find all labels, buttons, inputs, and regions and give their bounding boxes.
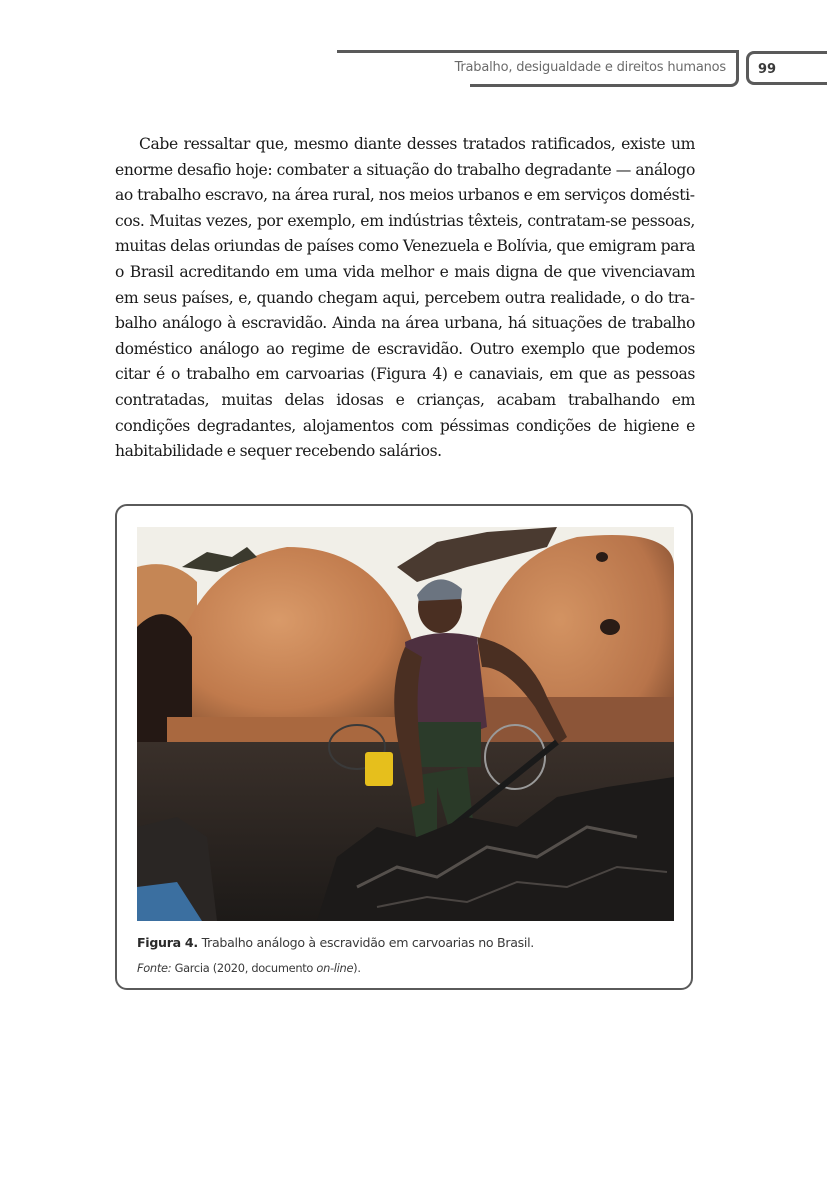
page-number-frame [746, 51, 827, 85]
source-text: Garcia (2020, documento [174, 961, 314, 975]
header-title-frame [454, 50, 739, 87]
source-italic: on-line [316, 961, 354, 975]
figure-photo-charcoal-kilns [137, 527, 674, 921]
page-number: 99 [758, 62, 777, 77]
figure-caption-text: Trabalho análogo à escravidão em carvoarias no Brasil. [201, 935, 535, 950]
kiln-vent [596, 552, 608, 562]
figure-source [137, 961, 677, 975]
figure-box [115, 504, 693, 990]
source-text-end: ). [353, 961, 361, 975]
running-title: Trabalho, desigualdade e direitos humanos [454, 60, 726, 75]
photo-illustration [137, 527, 674, 921]
kiln-vent [600, 619, 620, 635]
body-paragraph: Cabe ressaltar que, mesmo diante desses tratados ratificados, existe um enorme desafio hoje: combater a situação do trabalho degradante — análogo ao trabalho escravo, na área rural, nos meios urbanos e em serviços domésticos. Muitas vezes, por exemplo, em indústrias têxteis, contratam-se pessoas, muitas delas oriundas de países como Venezuela e Bolívia, que emigram para o Brasil acreditando em uma vida melhor e mais digna de que vivenciavam em seus países, e, quando chegam aqui, percebem outra realidade, o do trabalho análogo à escravidão. Ainda na área urbana, há situações de trabalho doméstico análogo ao regime de escravidão. Outro exemplo que podemos citar é o trabalho em carvoarias (Figura 4) e canaviais, em que as pessoas contratadas, muitas delas idosas e crianças, acabam trabalhando em condições degradantes, alojamentos com péssimas condições de higiene e habitabilidade e sequer recebendo salários. [115, 135, 695, 461]
figure-caption [137, 935, 677, 950]
jerrycan [365, 752, 393, 786]
source-label: Fonte: [137, 961, 172, 975]
figure-label: Figura 4. [137, 935, 198, 950]
